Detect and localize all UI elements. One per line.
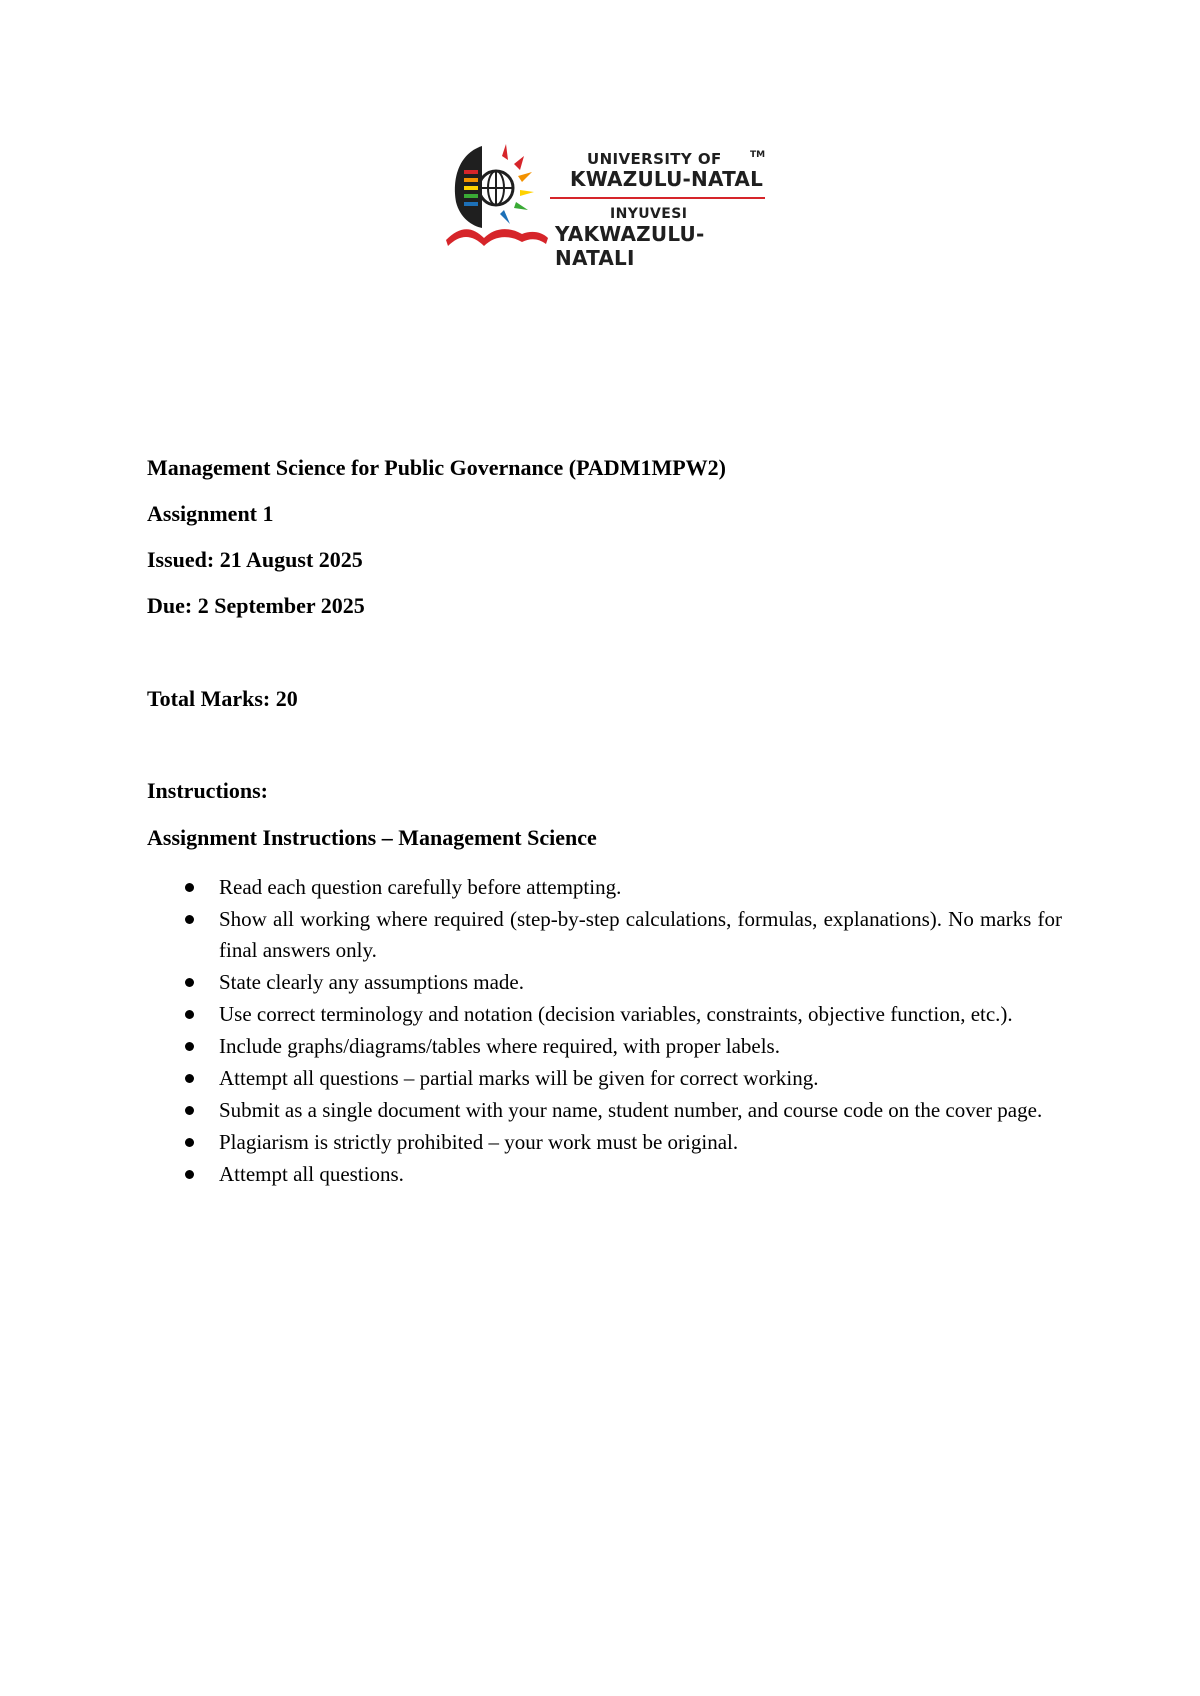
instructions-subheading: Assignment Instructions – Management Science <box>147 825 597 850</box>
course-title: Management Science for Public Governance (PADM1MPW2) <box>147 455 726 480</box>
list-item <box>147 1127 1062 1158</box>
issued-date: Issued: 21 August 2025 <box>147 547 363 572</box>
list-item-text: Use correct terminology and notation (decision variables, constraints, objective function, etc.). <box>219 1002 1013 1026</box>
bullet-icon <box>185 1170 194 1179</box>
list-item-text: Attempt all questions – partial marks will be given for correct working. <box>219 1066 819 1090</box>
total-marks: Total Marks: 20 <box>147 686 298 711</box>
list-item-text: Submit as a single document with your name, student number, and course code on the cover page. <box>219 1098 1043 1122</box>
logo-line-university-of: UNIVERSITY OF <box>587 150 722 168</box>
list-item <box>147 1159 1062 1190</box>
list-item <box>147 904 1062 966</box>
list-item <box>147 1063 1062 1094</box>
bullet-icon <box>185 1010 194 1019</box>
list-item-text: Show all working where required (step-by-step calculations, formulas, explanations). No marks for final answers only. <box>219 907 1062 962</box>
list-item <box>147 999 1062 1030</box>
list-item-text: Attempt all questions. <box>219 1162 404 1186</box>
logo-divider <box>550 197 765 199</box>
bullet-icon <box>185 1042 194 1051</box>
list-item-text: Include graphs/diagrams/tables where required, with proper labels. <box>219 1034 780 1058</box>
logo-line-inyuvesi: INYUVESI <box>610 206 688 222</box>
list-item <box>147 1095 1062 1126</box>
list-item <box>147 967 1062 998</box>
list-item <box>147 872 1062 903</box>
bullet-icon <box>185 915 194 924</box>
ukzn-emblem-icon <box>442 140 550 255</box>
logo-line-kwazulu-natal: KWAZULU-NATAL <box>570 167 764 191</box>
university-logo <box>442 140 772 270</box>
list-item-text: Read each question carefully before attempting. <box>219 875 622 899</box>
bullet-icon <box>185 1106 194 1115</box>
logo-line-yakwazulu-natali: YAKWAZULU-NATALI <box>555 222 705 270</box>
list-item <box>147 1031 1062 1062</box>
bullet-icon <box>185 1074 194 1083</box>
list-item-text: Plagiarism is strictly prohibited – your work must be original. <box>219 1130 739 1154</box>
bullet-icon <box>185 978 194 987</box>
assignment-number: Assignment 1 <box>147 501 274 526</box>
bullet-icon <box>185 883 194 892</box>
instructions-label: Instructions: <box>147 778 269 803</box>
list-item-text: State clearly any assumptions made. <box>219 970 525 994</box>
due-date: Due: 2 September 2025 <box>147 593 365 618</box>
bullet-icon <box>185 1138 194 1147</box>
logo-trademark: TM <box>750 150 766 160</box>
instructions-list <box>147 872 1062 1191</box>
